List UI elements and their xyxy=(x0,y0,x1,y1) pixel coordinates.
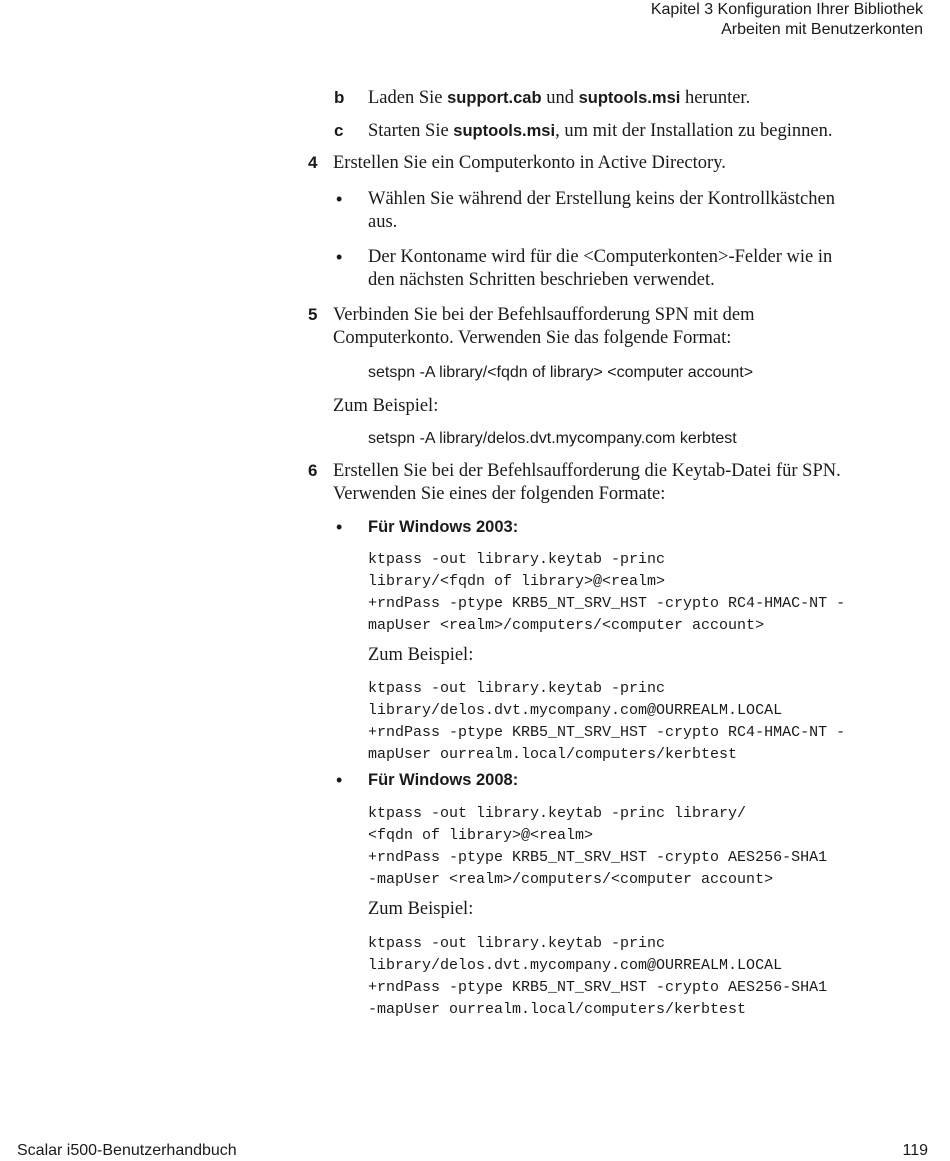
win2003-example-line-1: ktpass -out library.keytab -princ xyxy=(368,680,666,697)
step-b-text: Laden Sie support.cab und suptools.msi herunter. xyxy=(368,88,751,108)
setspn-format-command: setspn -A library/<fqdn of library> <computer account> xyxy=(368,364,754,381)
step-6-number: 6 xyxy=(308,461,318,480)
step-4-bullet-2-line-1: Der Kontoname wird für die <Computerkonten>-Felder wie in xyxy=(368,247,833,267)
win2008-example-label: Zum Beispiel: xyxy=(368,899,474,919)
step-4-bullet-2-line-2: den nächsten Schritten beschrieben verwendet. xyxy=(368,270,715,290)
step-6-line-1: Erstellen Sie bei der Befehlsaufforderung die Keytab-Datei für SPN. xyxy=(333,461,841,481)
win2008-format-line-1: ktpass -out library.keytab -princ library/ xyxy=(368,805,747,822)
running-header-chapter: Kapitel 3 Konfiguration Ihrer Bibliothek xyxy=(650,1,923,18)
footer-page-number: 119 xyxy=(902,1142,928,1159)
win2008-example-line-2: library/delos.dvt.mycompany.com@OURREALM.LOCAL xyxy=(368,957,783,974)
footer-manual-title: Scalar i500-Benutzerhandbuch xyxy=(17,1142,237,1159)
step-4-bullet-1-line-2: aus. xyxy=(368,212,398,232)
step-c-marker: c xyxy=(334,121,344,140)
step-c-text: Starten Sie suptools.msi, um mit der Installation zu beginnen. xyxy=(368,121,833,141)
file-suptools-msi: suptools.msi xyxy=(578,89,681,107)
running-header-section: Arbeiten mit Benutzerkonten xyxy=(721,21,923,38)
windows-2008-label: Für Windows 2008: xyxy=(368,771,519,789)
bullet-icon: • xyxy=(336,770,343,790)
setspn-example-command: setspn -A library/delos.dvt.mycompany.com kerbtest xyxy=(368,430,737,447)
step-4-bullet-1-line-1: Wählen Sie während der Erstellung keins der Kontrollkästchen xyxy=(368,189,835,209)
win2008-example-line-4: -mapUser ourrealm.local/computers/kerbtest xyxy=(368,1001,747,1018)
win2003-format-line-3: +rndPass -ptype KRB5_NT_SRV_HST -crypto RC4-HMAC-NT - xyxy=(368,595,846,612)
win2003-example-line-4: mapUser ourrealm.local/computers/kerbtest xyxy=(368,746,738,763)
step-5-number: 5 xyxy=(308,305,318,324)
win2008-example-line-1: ktpass -out library.keytab -princ xyxy=(368,935,666,952)
step-6-line-2: Verwenden Sie eines der folgenden Formate: xyxy=(333,484,666,504)
win2003-example-label: Zum Beispiel: xyxy=(368,645,474,665)
win2008-format-line-2: <fqdn of library>@<realm> xyxy=(368,827,594,844)
step-b-marker: b xyxy=(334,88,345,107)
win2003-format-line-4: mapUser <realm>/computers/<computer account> xyxy=(368,617,765,634)
windows-2003-label: Für Windows 2003: xyxy=(368,518,519,536)
win2003-example-line-2: library/delos.dvt.mycompany.com@OURREALM.LOCAL xyxy=(368,702,783,719)
step-4-text: Erstellen Sie ein Computerkonto in Active Directory. xyxy=(333,153,726,173)
step-5-example-label: Zum Beispiel: xyxy=(333,396,439,416)
win2003-example-line-3: +rndPass -ptype KRB5_NT_SRV_HST -crypto RC4-HMAC-NT - xyxy=(368,724,846,741)
win2008-example-line-3: +rndPass -ptype KRB5_NT_SRV_HST -crypto AES256-SHA1 xyxy=(368,979,828,996)
bullet-icon: • xyxy=(336,189,343,209)
win2003-format-line-1: ktpass -out library.keytab -princ xyxy=(368,551,666,568)
bullet-icon: • xyxy=(336,517,343,537)
win2008-format-line-3: +rndPass -ptype KRB5_NT_SRV_HST -crypto AES256-SHA1 xyxy=(368,849,828,866)
step-5-line-2: Computerkonto. Verwenden Sie das folgende Format: xyxy=(333,328,732,348)
win2003-format-line-2: library/<fqdn of library>@<realm> xyxy=(368,573,666,590)
win2008-format-line-4: -mapUser <realm>/computers/<computer account> xyxy=(368,871,774,888)
step-5-line-1: Verbinden Sie bei der Befehlsaufforderung SPN mit dem xyxy=(333,305,755,325)
file-support-cab: support.cab xyxy=(447,89,542,107)
bullet-icon: • xyxy=(336,247,343,267)
step-4-number: 4 xyxy=(308,153,318,172)
file-suptools-msi: suptools.msi xyxy=(453,122,556,140)
